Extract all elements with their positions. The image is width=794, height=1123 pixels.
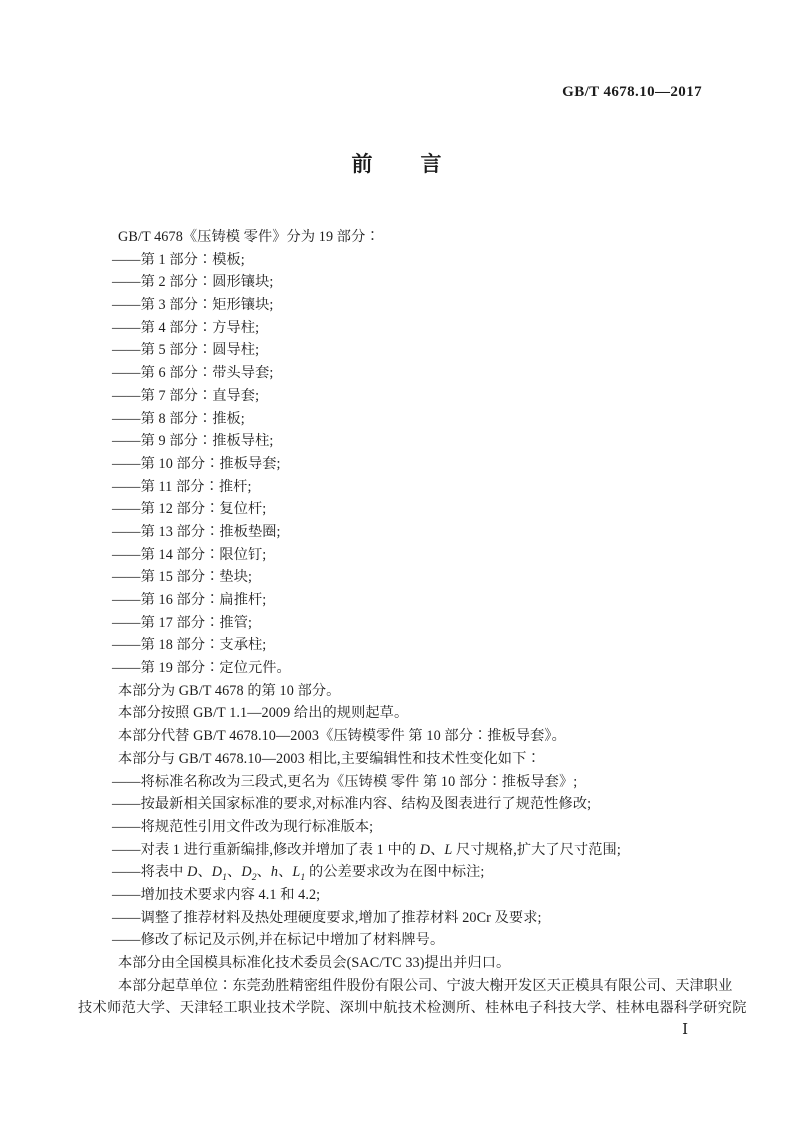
standard-number-header: GB/T 4678.10—2017 bbox=[562, 84, 702, 100]
change-item-table-dims: ——对表 1 进行重新编排,修改并增加了表 1 中的 D、L 尺寸规格,扩大了尺寸范围; bbox=[112, 841, 621, 858]
part-item-1: ——第 1 部分∶模板; bbox=[112, 251, 245, 268]
title-char-second: 言 bbox=[420, 152, 443, 176]
change-item-references: ——将规范性引用文件改为现行标准版本; bbox=[112, 818, 374, 835]
part-item-12: ——第 12 部分∶复位杆; bbox=[112, 501, 267, 518]
paragraph-committee: 本部分由全国模具标准化技术委员会(SAC/TC 33)提出并归口。 bbox=[118, 955, 511, 971]
part-item-3: ——第 3 部分∶矩形镶块; bbox=[112, 297, 274, 314]
paragraph-drafters-line-2: 技术师范大学、天津轻工职业技术学院、深圳中航技术检测所、桂林电子科技大学、桂林电器科学研究院 bbox=[78, 1000, 747, 1017]
part-item-5: ——第 5 部分∶圆导柱; bbox=[112, 342, 260, 359]
part-item-18: ——第 18 部分∶支承柱; bbox=[112, 637, 267, 654]
paragraph-part-of: 本部分为 GB/T 4678 的第 10 部分。 bbox=[118, 682, 341, 699]
part-item-2: ——第 2 部分∶圆形镶块; bbox=[112, 274, 274, 291]
paragraph-changes-intro: 本部分与 GB/T 4678.10—2003 相比,主要编辑性和技术性变化如下∶ bbox=[118, 750, 541, 767]
paragraph-replaces: 本部分代替 GB/T 4678.10—2003《压铸模零件 第 10 部分∶推板导套》。 bbox=[118, 728, 566, 745]
part-item-19: ——第 19 部分∶定位元件。 bbox=[112, 660, 291, 677]
change-item-materials: ——调整了推荐材料及热处理硬度要求,增加了推荐材料 20Cr 及要求; bbox=[112, 909, 542, 926]
paragraph-drafted-by: 本部分按照 GB/T 1.1—2009 给出的规则起草。 bbox=[118, 705, 409, 722]
paragraph-drafters-line-1: 本部分起草单位∶东莞劲胜精密组件股份有限公司、宁波大榭开发区天正模具有限公司、天津职业 bbox=[118, 977, 733, 994]
part-item-8: ——第 8 部分∶推板; bbox=[112, 410, 245, 427]
page-title bbox=[0, 148, 794, 178]
part-item-9: ——第 9 部分∶推板导柱; bbox=[112, 433, 274, 450]
part-item-13: ——第 13 部分∶推板垫圈; bbox=[112, 523, 281, 540]
part-item-14: ——第 14 部分∶限位钉; bbox=[112, 546, 267, 563]
title-char-first: 前 bbox=[351, 152, 374, 176]
page-number: Ⅰ bbox=[682, 1020, 688, 1038]
change-item-tech-req: ——增加技术要求内容 4.1 和 4.2; bbox=[112, 886, 321, 903]
part-item-10: ——第 10 部分∶推板导套; bbox=[112, 455, 281, 472]
change-item-normative: ——按最新相关国家标准的要求,对标准内容、结构及图表进行了规范性修改; bbox=[112, 796, 592, 813]
part-item-17: ——第 17 部分∶推管; bbox=[112, 614, 253, 631]
intro-line: GB/T 4678《压铸模 零件》分为 19 部分∶ bbox=[118, 229, 380, 245]
part-item-16: ——第 16 部分∶扁推杆; bbox=[112, 592, 267, 608]
part-item-11: ——第 11 部分∶推杆; bbox=[112, 478, 252, 495]
foreword-body bbox=[78, 226, 747, 1020]
change-item-rename: ——将标准名称改为三段式,更名为《压铸模 零件 第 10 部分∶推板导套》; bbox=[112, 773, 578, 790]
part-item-15: ——第 15 部分∶垫块; bbox=[112, 569, 253, 586]
change-item-marking: ——修改了标记及示例,并在标记中增加了材料牌号。 bbox=[112, 932, 445, 949]
part-item-4: ——第 4 部分∶方导柱; bbox=[112, 319, 260, 336]
part-item-6: ——第 6 部分∶带头导套; bbox=[112, 365, 274, 382]
change-item-tolerances: ——将表中 D、$D_1$、$D_2$、h、$L_1$ 的公差要求改为在图中标注; bbox=[112, 864, 485, 884]
part-item-7: ——第 7 部分∶直导套; bbox=[112, 387, 260, 404]
